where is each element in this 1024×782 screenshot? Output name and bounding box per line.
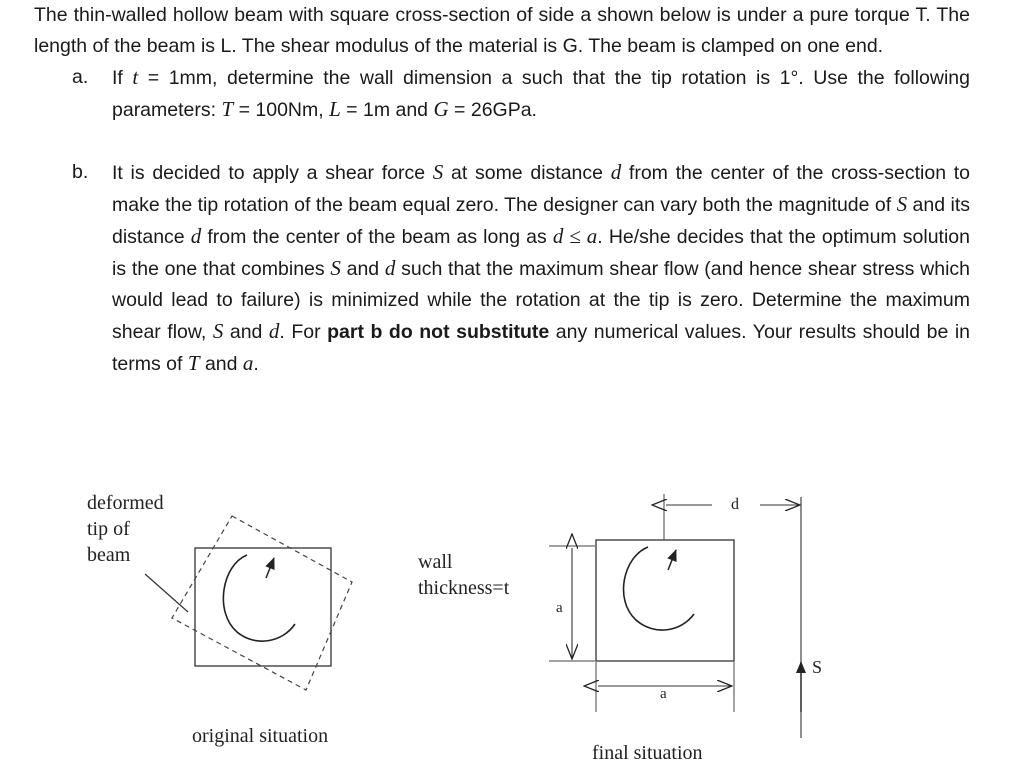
- final-square: [596, 540, 734, 661]
- leader-line: [145, 574, 188, 612]
- part-b-text: such that the maximum shear flow (and hence shear stress which would lead to failure) is minimized while the rotation at the tip is zero. Determine the maximum shear flow,: [112, 258, 970, 343]
- leq-sign: ≤: [563, 224, 587, 248]
- original-caption: original situation: [192, 725, 329, 747]
- deformed-label-line3: beam: [87, 544, 131, 566]
- final-caption: final situation: [592, 742, 703, 764]
- deformed-square: [172, 516, 352, 690]
- var-a: a: [586, 224, 598, 248]
- var-G: G: [433, 97, 449, 121]
- var-S: S: [330, 256, 341, 280]
- part-b-text: and: [223, 321, 269, 343]
- var-L: L: [329, 97, 341, 121]
- original-situation-diagram: [87, 492, 352, 747]
- part-b-text: and: [340, 258, 385, 280]
- part-b-text: . He/she decides that the optimum solution is the one that combines: [112, 226, 970, 280]
- part-b-text: any numerical values. Your results should be in terms of: [112, 321, 970, 375]
- part-a-label: a.: [72, 66, 89, 88]
- problem-intro: The thin-walled hollow beam with square cross-section of side a shown below is under a pure torque T. The length of the beam is L. The shear modulus of the material is G. The beam is clamped on one end.: [34, 4, 970, 57]
- part-b-text: and: [199, 353, 243, 375]
- var-S: S: [432, 160, 444, 184]
- var-d: d: [552, 224, 564, 248]
- part-b-text: and its distance: [112, 194, 970, 248]
- dim-d-label: d: [731, 496, 739, 513]
- var-d: d: [610, 160, 622, 184]
- bold-instruction: part b do not substitute: [327, 321, 550, 343]
- var-T: T: [221, 97, 234, 121]
- part-b-text: from the center of the beam as long as: [201, 226, 553, 248]
- original-square: [195, 548, 331, 666]
- part-a-text: = 1mm, determine the wall dimension a such that the tip rotation is 1°. Use the following parameters:: [112, 67, 970, 121]
- torque-arrow: [668, 550, 676, 570]
- part-a-text: = 1m and: [340, 99, 434, 121]
- var-d: d: [384, 256, 396, 280]
- part-b-text: It is decided to apply a shear force: [112, 162, 433, 184]
- wall-thickness-label: [418, 551, 510, 599]
- part-a-text: If: [112, 67, 133, 89]
- part-b-text: .: [253, 353, 259, 375]
- part-b-text: from the center of the cross-section to make the tip rotation of the beam equal zero. The designer can vary both the magnitude of: [112, 162, 971, 216]
- part-b-text: at some distance: [443, 162, 611, 184]
- deformed-label-line1: deformed: [87, 492, 164, 514]
- wall-label-line1: wall: [418, 551, 453, 573]
- force-label: S: [812, 657, 823, 677]
- part-a-text: = 100Nm,: [233, 99, 330, 121]
- var-d: d: [190, 224, 202, 248]
- part-b-text: . For: [279, 321, 328, 343]
- var-T: T: [187, 351, 200, 375]
- part-a-text: = 26GPa.: [448, 99, 537, 121]
- shear-flow-curve: [624, 547, 694, 630]
- var-S: S: [896, 192, 908, 216]
- dim-a-vertical-label: a: [556, 600, 563, 616]
- final-situation-diagram: [549, 494, 822, 764]
- var-d: d: [268, 319, 280, 343]
- torque-arrow: [266, 558, 274, 578]
- var-a: a: [242, 351, 254, 375]
- deformed-label-line2: tip of: [87, 518, 130, 540]
- var-t: t: [132, 65, 139, 89]
- part-b-label: b.: [72, 161, 89, 183]
- var-S: S: [212, 319, 224, 343]
- shear-flow-curve: [223, 555, 295, 641]
- wall-label-line2: thickness=t: [418, 577, 510, 599]
- dim-a-horizontal-label: a: [660, 686, 667, 702]
